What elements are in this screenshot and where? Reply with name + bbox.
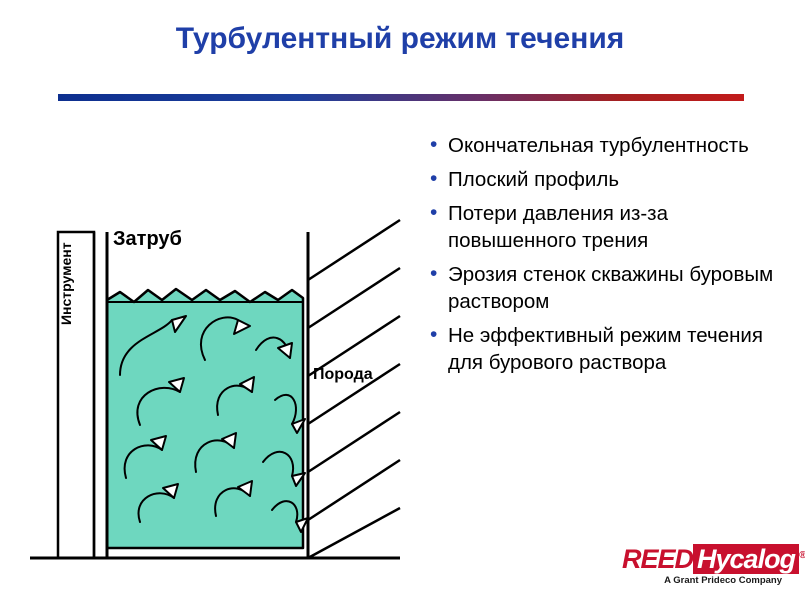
bullet-marker-icon: • [430,262,438,285]
bullet-list [430,132,790,383]
logo-tagline: A Grant Prideco Company [664,575,782,586]
title-divider [58,94,744,101]
bullet-marker-icon: • [430,133,438,156]
label-tool: Инструмент [58,242,74,325]
logo-wordmark [622,542,805,574]
logo-hycalog-text: Hycalog [693,544,799,574]
page-title: Турбулентный режим течения [175,22,625,55]
bullet-marker-icon: • [430,167,438,190]
registered-mark-icon: ® [799,550,805,561]
list-item-label: Не эффективный режим течения для бурового раствора [448,324,763,374]
formation-hatch-icon [308,220,400,558]
list-item [430,166,790,193]
turbulent-flow-diagram [20,210,430,580]
list-item-label: Плоский профиль [448,168,620,191]
list-item-label: Окончательная турбулентность [448,134,749,157]
bullet-marker-icon: • [430,201,438,224]
list-item-label: Потери давления из-за повышенного трения [448,202,668,252]
divider-bar [58,94,744,101]
list-item [430,322,790,376]
list-item [430,132,790,159]
bullet-marker-icon: • [430,323,438,346]
label-formation: Порода [313,366,373,383]
list-item [430,200,790,254]
label-annulus: Затруб [113,228,182,250]
logo-reed-text: REED [622,544,694,574]
list-item-label: Эрозия стенок скважины буровым раствором [448,263,774,313]
company-logo [622,542,805,586]
list-item [430,261,790,315]
